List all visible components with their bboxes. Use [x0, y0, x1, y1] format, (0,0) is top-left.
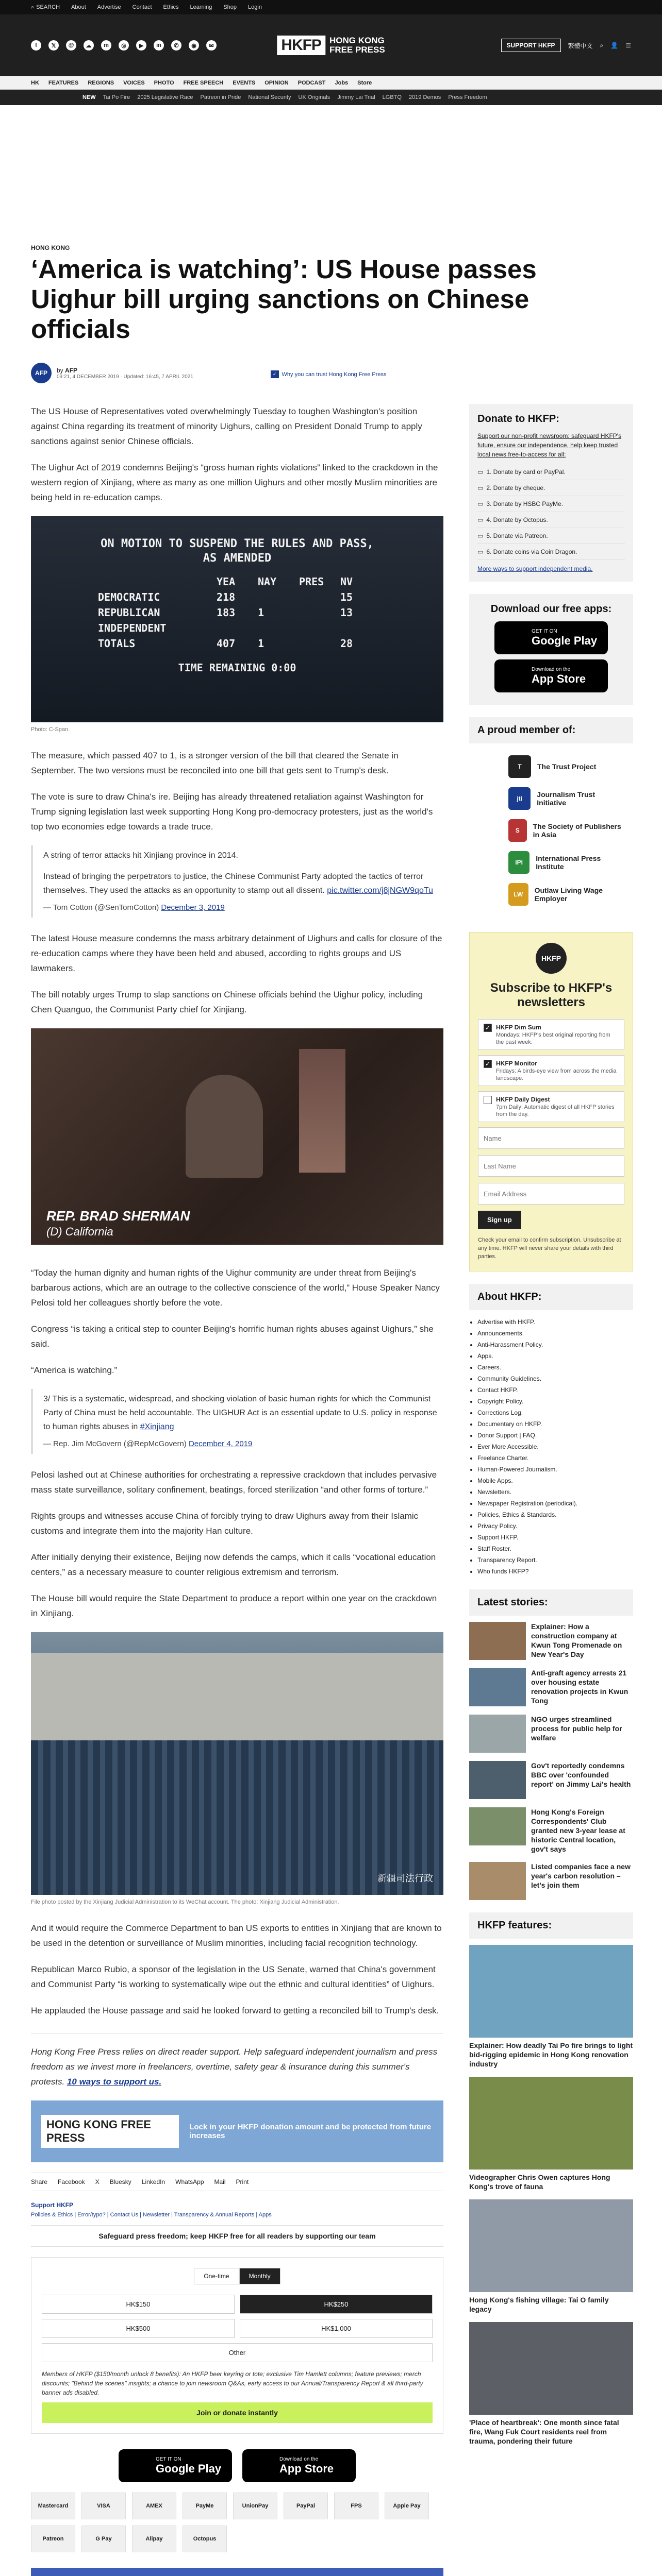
story-item[interactable]: Anti-graft agency arrests 21 over housing estate renovation projects in Kwun Tong	[469, 1668, 633, 1706]
main-nav	[0, 76, 662, 90]
nav-item-regions[interactable]: REGIONS	[88, 79, 114, 86]
about-link[interactable]: • Donor Support | FAQ.	[477, 1430, 633, 1441]
nav-item-hk[interactable]: HK	[31, 79, 39, 86]
member-logo[interactable]: jti Journalism Trust Initiative	[477, 783, 625, 815]
app-store-button[interactable]: Download on the App Store	[494, 659, 608, 692]
paragraph: The measure, which passed 407 to 1, is a stronger version of the bill that cleared the Senate in September. The two versions must be reconciled into one bill that gets sent to Trump's desk.	[31, 751, 399, 775]
hashtag-link[interactable]: #Xinjiang	[140, 1422, 174, 1431]
story-thumbnail	[469, 1622, 526, 1660]
feature-thumbnail	[469, 1945, 633, 2038]
checkbox-checked[interactable]: ✓	[484, 1060, 492, 1068]
bluesky-icon[interactable]: ☁	[84, 40, 94, 50]
newsletter-option[interactable]: HKFP Daily Digest 7pm Daily: Automatic digest of all HKFP stories from the day.	[478, 1091, 624, 1122]
latest-stories: Latest stories: Explainer: How a construction company at Kwun Tong Promenade on New Year's Day Anti-graft agency arrests 21 over housing estate renovation projects in Kwun Tong NGO urges streamlined process for public help for welfare Gov't reportedly condemns BBC over 'confounded report' on Jimmy Lai's health Hong Kong's Foreign Correspondents' Club granted new 3-year lease at historic Central location, gov't says Listed companies face a new year's carbon resolution – let's join them	[469, 1589, 633, 1900]
about-link[interactable]: • Copyright Policy.	[477, 1396, 633, 1407]
tweet-link[interactable]: pic.twitter.com/j8jNGW9qoTu	[327, 886, 433, 895]
support-blurb: Hong Kong Free Press relies on direct reader support. Help safeguard independent journalism and press freedom as we invest more in freelancers, overtime, safety gear & insurance during this summer's protests. 10 ways to support us.	[31, 2047, 438, 2087]
promo-banner[interactable]: HONG KONG FREE PRESS Lock in your HKFP donation amount and be protected from future increases	[31, 2100, 443, 2162]
mastercard-logo: Mastercard	[31, 2493, 75, 2519]
sopa-icon: S	[508, 819, 527, 842]
payme-logo: PayMe	[183, 2493, 227, 2519]
social-links	[31, 40, 217, 50]
ethics-banner[interactable]	[31, 2568, 443, 2576]
share-facebook[interactable]: Facebook	[58, 2178, 85, 2185]
language-switch[interactable]: 繁體中文	[568, 42, 593, 49]
member-benefits: Members of HKFP ($150/month unlock 8 benefits): An HKFP beer keyring or tote; exclusive Tim Hamlett columns; feature previews; merch discounts; "Behind the scenes" insights; a chance to join newsroom Q&As, early access to our Annual/Transparency Report & all third-party banner ads disabled.	[42, 2370, 423, 2396]
paragraph: He applauded the House passage and said he looked forward to getting a reconciled bill to Trump's desk.	[31, 2006, 439, 2015]
flag	[299, 1049, 345, 1173]
share-mail[interactable]: Mail	[214, 2178, 226, 2185]
sidebar	[469, 404, 633, 2458]
vote-row: INDEPENDENT	[98, 622, 167, 634]
embedded-tweet: 3/ This is a systematic, widespread, and shocking violation of basic human rights for which the Communist Party of China must be held accountable. The UIGHUR Act is an essential update to U.S. policy in response to human rights abuses in #Xinjiang — Rep. Jim McGovern (@RepMcGovern) December 4, 2019	[31, 1389, 443, 1454]
member-logo[interactable]: IPI International Press Institute	[477, 846, 625, 878]
top-utility-bar	[0, 0, 662, 14]
about-box: About HKFP: • Advertise with HKFP. • Announcements. • Anti-Harassment Policy. • Apps. • Careers. • Community Guidelines. • Contact HKFP. • Copyright Policy. • Corrections Log. • Documentary on HKFP. • Donor Support | FAQ. • Ever More Accessible. • Freelance Charter. • Human-Powered Journalism. • Mobile Apps. • Newsletters. • Newspaper Registration (periodical). • Policies, Ethics & Standards. • Privacy Policy. • Support HKFP. • Staff Roster. • Transparency Report. • Who funds HKFP?	[469, 1284, 633, 1577]
payme-icon: ▭	[477, 500, 484, 507]
about-link[interactable]: • Newsletters.	[477, 1486, 633, 1498]
octopus-logo: Octopus	[183, 2526, 227, 2552]
signup-button[interactable]: Sign up	[478, 1211, 521, 1229]
byline: AFP by AFP 09:21, 4 DECEMBER 2019 · Updated: 16:45, 7 APRIL 2021	[31, 363, 193, 383]
footer-links[interactable]: Policies & Ethics | Error/typo? | Contact Us | Newsletter | Transparency & Annual Reports | Apps	[31, 2212, 272, 2218]
share-bluesky[interactable]: Bluesky	[109, 2178, 131, 2185]
search-icon[interactable]: ⌕	[600, 41, 604, 49]
vote-row: REPUBLICAN 183 1 13	[98, 606, 353, 619]
paragraph: “Today the human dignity and human rights of the Uighur community are under threat from Beijing's barbarous actions, which are an outrage to the collective conscience of the world,” House Speaker Nancy Pelosi told her colleagues shortly before the vote.	[31, 1268, 440, 1308]
whatsapp-icon[interactable]: ✆	[171, 40, 181, 50]
checkbox-checked[interactable]: ✓	[484, 1024, 492, 1032]
nav-item-jobs[interactable]: Jobs	[335, 79, 349, 86]
vote-row: TOTALS 407 1 28	[98, 637, 353, 650]
member-logo[interactable]: LW Outlaw Living Wage Employer	[477, 878, 625, 910]
first-name-input[interactable]	[478, 1127, 624, 1149]
article-title: ‘America is watching’: US House passes Uighur bill urging sanctions on Chinese officials	[31, 255, 537, 344]
trending-link[interactable]: Press Freedom	[448, 94, 487, 100]
search-link[interactable]: ⌕ SEARCH	[31, 4, 60, 10]
amount-option[interactable]: HK$1,000	[240, 2319, 433, 2338]
shop-link[interactable]: Shop	[223, 4, 237, 10]
about-link[interactable]: • Transparency Report.	[477, 1554, 633, 1566]
member-box: A proud member of: T The Trust Project jti Journalism Trust Initiative S The Society of Publishers in Asia IPI International Press Institute LW Outlaw Living Wage Employer	[469, 717, 633, 920]
newsletter-option[interactable]: ✓ HKFP Monitor Fridays: A birds-eye view from across the media landscape.	[478, 1055, 624, 1086]
paragraph: The latest House measure condemns the mass arbitrary detainment of Uighurs and calls for closure of the re-education camps where they have been held and abused, according to rights groups and US lawmakers.	[31, 934, 442, 973]
feature-item[interactable]: Explainer: How deadly Tai Po fire brings to light bid-rigging epidemic in Hong Kong renovation industry	[469, 1945, 633, 2069]
feature-thumbnail	[469, 2077, 633, 2170]
paragraph: The vote is sure to draw China's ire. Beijing has already threatened retaliation against Washington for Trump signing legislation last week supporting Hong Kong pro-democracy protesters, just as the world's top two economies edge towards a trade truce.	[31, 792, 433, 832]
card-icon: ▭	[477, 468, 484, 476]
login-link[interactable]: Login	[248, 4, 262, 10]
share-linkedin[interactable]: LinkedIn	[141, 2178, 166, 2185]
tweet-date-link[interactable]: December 3, 2019	[161, 903, 225, 912]
about-link[interactable]: • Staff Roster.	[477, 1543, 633, 1554]
paragraph: The US House of Representatives voted overwhelmingly Tuesday to toughen Washington's position against China regarding its treatment of minority Uighurs, calling on President Donald Trump to apply sanctions against senior Chinese officials.	[31, 406, 422, 446]
paragraph: Republican Marco Rubio, a sponsor of the legislation in the US Senate, warned that China's government and Communist Party “is working to systematically wipe out the ethnic and cultural identities” of Uighurs.	[31, 1964, 436, 1989]
story-thumbnail	[469, 1862, 526, 1900]
vote-board: ON MOTION TO SUSPEND THE RULES AND PASS, AS AMENDED YEA NAY PRES NV DEMOCRATIC 218 15 REPUBLICAN 183 1 13 INDEPENDENT TOTALS 407 1 28 TIME REMAINING 0:00	[98, 537, 376, 674]
nav-item-opinion[interactable]: OPINION	[264, 79, 289, 86]
subscribe-note: Check your email to confirm subscription. Unsubscribe at any time. HKFP will never share your details with third parties.	[478, 1237, 621, 1260]
trending-link[interactable]: 2025 Legislative Race	[137, 94, 193, 100]
fps-logo: FPS	[334, 2493, 378, 2519]
app-store-button[interactable]: Download on the App Store	[242, 2449, 356, 2482]
about-link[interactable]: • Policies, Ethics & Standards.	[477, 1509, 633, 1520]
paragraph: Congress “is taking a critical step to counter Beijing's horrific human rights abuses against Uighurs,” she said.	[31, 1324, 434, 1349]
patreon-logo: Patreon	[31, 2526, 75, 2552]
freq-one-time[interactable]: One-time	[194, 2268, 239, 2284]
mastodon-icon[interactable]: m	[101, 40, 111, 50]
amount-other[interactable]: Other	[42, 2343, 433, 2362]
newsletter-option[interactable]: ✓ HKFP Dim Sum Mondays: HKFP's best original reporting from the past week.	[478, 1019, 624, 1050]
about-link[interactable]: • Support HKFP.	[477, 1532, 633, 1543]
story-item[interactable]: Gov't reportedly condemns BBC over 'confounded report' on Jimmy Lai's health	[469, 1761, 633, 1799]
trending-link[interactable]: 2019 Demos	[408, 94, 441, 100]
feature-item[interactable]: Videographer Chris Owen captures Hong Kong's trove of fauna	[469, 2077, 633, 2191]
trending-link[interactable]: Patreon in Pride	[200, 94, 241, 100]
camp-photo: 新疆司法行政	[31, 1632, 443, 1895]
story-thumbnail	[469, 1715, 526, 1753]
support-link[interactable]: 10 ways to support us.	[67, 2077, 162, 2087]
linkedin-icon[interactable]: in	[154, 40, 164, 50]
donate-option[interactable]: ▭ 5. Donate via Patreon.	[477, 528, 625, 544]
feature-item[interactable]: 'Place of heartbreak': One month since fatal fire, Wang Fuk Court residents reel from trauma, pondering their future	[469, 2322, 633, 2446]
feature-item[interactable]: Hong Kong's fishing village: Tai O family legacy	[469, 2199, 633, 2314]
paragraph: The bill notably urges Trump to slap sanctions on Chinese officials behind the Uighur policy, including Chen Quanguo, the Communist Party chief for Xinjiang.	[31, 990, 423, 1014]
story-thumbnail	[469, 1668, 526, 1706]
living-wage-icon: LW	[508, 883, 528, 906]
speaker-figure	[186, 1075, 263, 1178]
search-icon: ⌕	[31, 4, 35, 10]
patreon-icon: ▭	[477, 532, 484, 539]
octopus-icon: ▭	[477, 516, 484, 523]
about-link[interactable]: About	[71, 4, 86, 10]
about-link[interactable]: • Announcements.	[477, 1328, 633, 1339]
nav-item-photo[interactable]: PHOTO	[154, 79, 174, 86]
learning-link[interactable]: Learning	[190, 4, 212, 10]
trending-bar	[0, 90, 662, 105]
unionpay-logo: UnionPay	[233, 2493, 277, 2519]
trending-link[interactable]: LGBTQ	[382, 94, 402, 100]
donate-option[interactable]: ▭ 4. Donate by Octopus.	[477, 512, 625, 528]
nav-item-store[interactable]: Store	[357, 79, 372, 86]
amount-option[interactable]: HK$250	[240, 2295, 433, 2314]
about-link[interactable]: • Advertise with HKFP.	[477, 1316, 633, 1328]
embedded-tweet: A string of terror attacks hit Xinjiang province in 2014. Instead of bringing the perpetrators to justice, the Chinese Communist Party adopted the tactics of terror themselves. They used the attacks as an opportunity to stamp out all dissent. pic.twitter.com/j8jNGW9qoTu — Tom Cotton (@SenTomCotton) December 3, 2019	[31, 845, 443, 918]
features-box: HKFP features: Explainer: How deadly Tai Po fire brings to light bid-rigging epidemic in Hong Kong renovation industry Videographer Chris Owen captures Hong Kong's trove of fauna Hong Kong's fishing village: Tai O family legacy 'Place of heartbreak': One month since fatal fire, Wang Fuk Court residents reel from trauma, pondering their future	[469, 1912, 633, 2446]
story-item[interactable]: NGO urges streamlined process for public help for welfare	[469, 1715, 633, 1753]
more-ways-link[interactable]: More ways to support independent media.	[477, 565, 593, 572]
donate-box: Donate to HKFP: Support our non-profit newsroom: safeguard HKFP's future, ensure our independence, help keep trusted local news free-to-access for all: ▭ 1. Donate by card or PayPal. ▭ 2. Donate by cheque. ▭ 3. Donate by HSBC PayMe. ▭ 4. Donate by Octopus. ▭ 5. Donate via Patreon. ▭ 6. Donate coins via Coin Dragon. More ways to support independent media.	[469, 404, 633, 582]
about-list	[469, 1316, 633, 1577]
x-icon[interactable]: 𝕏	[48, 40, 59, 50]
article-kicker[interactable]: HONG KONG	[31, 244, 70, 251]
newsletter-box: HKFP Subscribe to HKFP's newsletters ✓ HKFP Dim Sum Mondays: HKFP's best original reporting from the past week. ✓ HKFP Monitor Fridays: A birds-eye view from across the media landscape. HKFP Daily Digest 7pm Daily: Automatic digest of all HKFP stories from the day. Name Last Name Email Address Sign up Check your email to confirm subscription. Unsubscribe at any time. HKFP will never share your details with third parties.	[469, 932, 633, 1272]
paragraph: Rights groups and witnesses accuse China of forcibly trying to draw Uighurs away from their Islamic customs and integrate them into the majority Han culture.	[31, 1511, 419, 1536]
google-play-button[interactable]: GET IT ON Google Play	[119, 2449, 232, 2482]
gpay-logo: G Pay	[81, 2526, 126, 2552]
donation-form	[31, 2257, 443, 2434]
updated-date: Updated: 16:45, 7 APRIL 2021	[123, 374, 193, 380]
nav-item-events[interactable]: EVENTS	[233, 79, 256, 86]
why-trust-link[interactable]: ✓ Why you can trust Hong Kong Free Press	[271, 370, 387, 378]
youtube-icon[interactable]: ▶	[136, 40, 146, 50]
apps-box: Download our free apps: GET IT ON Google Play Download on the App Store	[469, 594, 633, 705]
menu-icon[interactable]: ☰	[625, 42, 631, 49]
last-name-input[interactable]	[478, 1155, 624, 1177]
support-hkfp-link[interactable]: Support HKFP	[31, 2201, 73, 2209]
google-play-button[interactable]: GET IT ON Google Play	[494, 621, 608, 654]
about-link[interactable]: • Apps.	[477, 1350, 633, 1362]
vote-row: DEMOCRATIC 218 15	[98, 591, 353, 603]
safeguard-text: Safeguard press freedom; keep HKFP free for all readers by supporting our team	[31, 2225, 443, 2247]
donate-option[interactable]: ▭ 6. Donate coins via Coin Dragon.	[477, 544, 625, 560]
building	[31, 1653, 443, 1740]
new-badge: NEW	[82, 94, 96, 100]
advertise-link[interactable]: Advertise	[97, 4, 121, 10]
share-row: Share Facebook X Bluesky LinkedIn WhatsApp Mail Print	[31, 2173, 443, 2191]
donate-option[interactable]: ▭ 2. Donate by cheque.	[477, 480, 625, 496]
jti-icon: jti	[508, 787, 531, 810]
amex-logo: AMEX	[132, 2493, 176, 2519]
amount-option[interactable]: HK$500	[42, 2319, 235, 2338]
about-link[interactable]: • Documentary on HKFP.	[477, 1418, 633, 1430]
about-link[interactable]: • Privacy Policy.	[477, 1520, 633, 1532]
trending-link[interactable]: Jimmy Lai Trial	[337, 94, 375, 100]
email-input[interactable]	[478, 1183, 624, 1205]
about-link[interactable]: • Mobile Apps.	[477, 1475, 633, 1486]
feature-thumbnail	[469, 2322, 633, 2415]
trending-link[interactable]: Tai Po Fire	[103, 94, 130, 100]
amount-option[interactable]: HK$150	[42, 2295, 235, 2314]
video-still-image: REP. BRAD SHERMAN (D) California	[31, 1028, 443, 1245]
freq-monthly[interactable]: Monthly	[239, 2268, 280, 2284]
facebook-icon[interactable]: f	[31, 40, 41, 50]
email-icon[interactable]: ✉	[206, 40, 217, 50]
instagram-icon[interactable]: ◎	[119, 40, 129, 50]
visa-logo: VISA	[81, 2493, 126, 2519]
user-icon[interactable]: 👤	[610, 42, 619, 49]
about-link[interactable]: • Ever More Accessible.	[477, 1441, 633, 1452]
checkbox-unchecked[interactable]	[484, 1096, 492, 1104]
trending-link[interactable]: National Security	[248, 94, 291, 100]
alipay-logo: Alipay	[132, 2526, 176, 2552]
about-link[interactable]: • Who funds HKFP?	[477, 1566, 633, 1577]
nav-item-free-speech[interactable]: FREE SPEECH	[183, 79, 224, 86]
image-caption: File photo posted by the Xinjiang Judicial Administration to its WeChat account. The photo: Xinjiang Judicial Administration.	[31, 1899, 339, 1905]
about-link[interactable]: • Anti-Harassment Policy.	[477, 1339, 633, 1350]
vote-board-image	[31, 516, 443, 722]
article-body	[31, 404, 443, 2576]
trust-project-icon: T	[508, 755, 531, 778]
about-link[interactable]: • Newspaper Registration (periodical).	[477, 1498, 633, 1509]
member-logo[interactable]: T The Trust Project	[477, 751, 625, 783]
nav-item-features[interactable]: FEATURES	[48, 79, 79, 86]
trending-link[interactable]: UK Originals	[298, 94, 330, 100]
paragraph: And it would require the Commerce Department to ban US exports to entities in Xinjiang that are known to be used in the detention or surveillance of Muslim minorities, including facial recognition technology.	[31, 1923, 442, 1948]
rss-icon[interactable]: ◉	[189, 40, 199, 50]
ethics-link[interactable]: Ethics	[163, 4, 179, 10]
about-link[interactable]: • Contact HKFP.	[477, 1384, 633, 1396]
tweet-date-link[interactable]: December 4, 2019	[188, 1439, 253, 1448]
image-caption: Photo: C-Span.	[31, 726, 70, 733]
nav-item-voices[interactable]: VOICES	[123, 79, 145, 86]
apple-pay-logo: Apple Pay	[385, 2493, 429, 2519]
threads-icon[interactable]: @	[66, 40, 76, 50]
site-logo[interactable]: HKFP HONG KONG FREE PRESS	[277, 36, 385, 55]
about-link[interactable]: • Corrections Log.	[477, 1407, 633, 1418]
about-link[interactable]: • Freelance Charter.	[477, 1452, 633, 1464]
story-item[interactable]: Explainer: How a construction company at Kwun Tong Promenade on New Year's Day	[469, 1622, 633, 1660]
paragraph: The Uighur Act of 2019 condemns Beijing's “gross human rights violations” linked to the crackdown in the western region of Xinjiang, where as many as one million Uighurs and other mostly Muslim minorities are being held in re-education camps.	[31, 463, 438, 502]
feature-thumbnail	[469, 2199, 633, 2292]
paragraph: Pelosi lashed out at Chinese authorities for orchestrating a repressive crackdown that includes pervasive mass state surveillance, solitary confinement, beatings, forced sterilization “and other forms of torture.”	[31, 1470, 437, 1495]
story-thumbnail	[469, 1761, 526, 1799]
author-name[interactable]: AFP	[65, 366, 78, 374]
about-link[interactable]: • Careers.	[477, 1362, 633, 1373]
paragraph: The House bill would require the State Department to produce a report within one year on the crackdown in Xinjiang.	[31, 1594, 437, 1618]
author-avatar: AFP	[31, 363, 52, 383]
share-print[interactable]: Print	[236, 2178, 249, 2185]
cheque-icon: ▭	[477, 484, 484, 492]
story-item[interactable]: Hong Kong's Foreign Correspondents' Club granted new 3-year lease at historic Central location, gov't says	[469, 1807, 633, 1854]
coin-icon: ▭	[477, 548, 484, 555]
site-header	[0, 14, 662, 76]
paypal-logo: PayPal	[284, 2493, 328, 2519]
publish-date: 09:21, 4 DECEMBER 2019	[57, 374, 119, 380]
story-item[interactable]: Listed companies face a new year's carbon resolution – let's join them	[469, 1862, 633, 1900]
paragraph: “America is watching.”	[31, 1365, 118, 1375]
member-logo[interactable]: S The Society of Publishers in Asia	[477, 815, 625, 846]
story-thumbnail	[469, 1807, 526, 1845]
nav-item-podcast[interactable]: PODCAST	[297, 79, 326, 86]
support-hkfp-button[interactable]: SUPPORT HKFP	[501, 39, 561, 52]
ipi-icon: IPI	[508, 851, 529, 874]
share-x[interactable]: X	[95, 2178, 100, 2185]
join-donate-button[interactable]: Join or donate instantly	[42, 2402, 433, 2423]
donate-option[interactable]: ▭ 3. Donate by HSBC PayMe.	[477, 496, 625, 512]
contact-link[interactable]: Contact	[132, 4, 152, 10]
paragraph: After initially denying their existence, Beijing now defends the camps, which it calls “vocational education centers,” as a necessary measure to counter religious extremism and terrorism.	[31, 1552, 436, 1577]
about-link[interactable]: • Community Guidelines.	[477, 1373, 633, 1384]
share-whatsapp[interactable]: WhatsApp	[175, 2178, 204, 2185]
hkfp-badge: HKFP	[536, 943, 567, 974]
badge-icon: ✓	[271, 370, 279, 378]
payment-methods	[31, 2493, 443, 2552]
about-link[interactable]: • Human-Powered Journalism.	[477, 1464, 633, 1475]
donate-option[interactable]: ▭ 1. Donate by card or PayPal.	[477, 464, 625, 480]
